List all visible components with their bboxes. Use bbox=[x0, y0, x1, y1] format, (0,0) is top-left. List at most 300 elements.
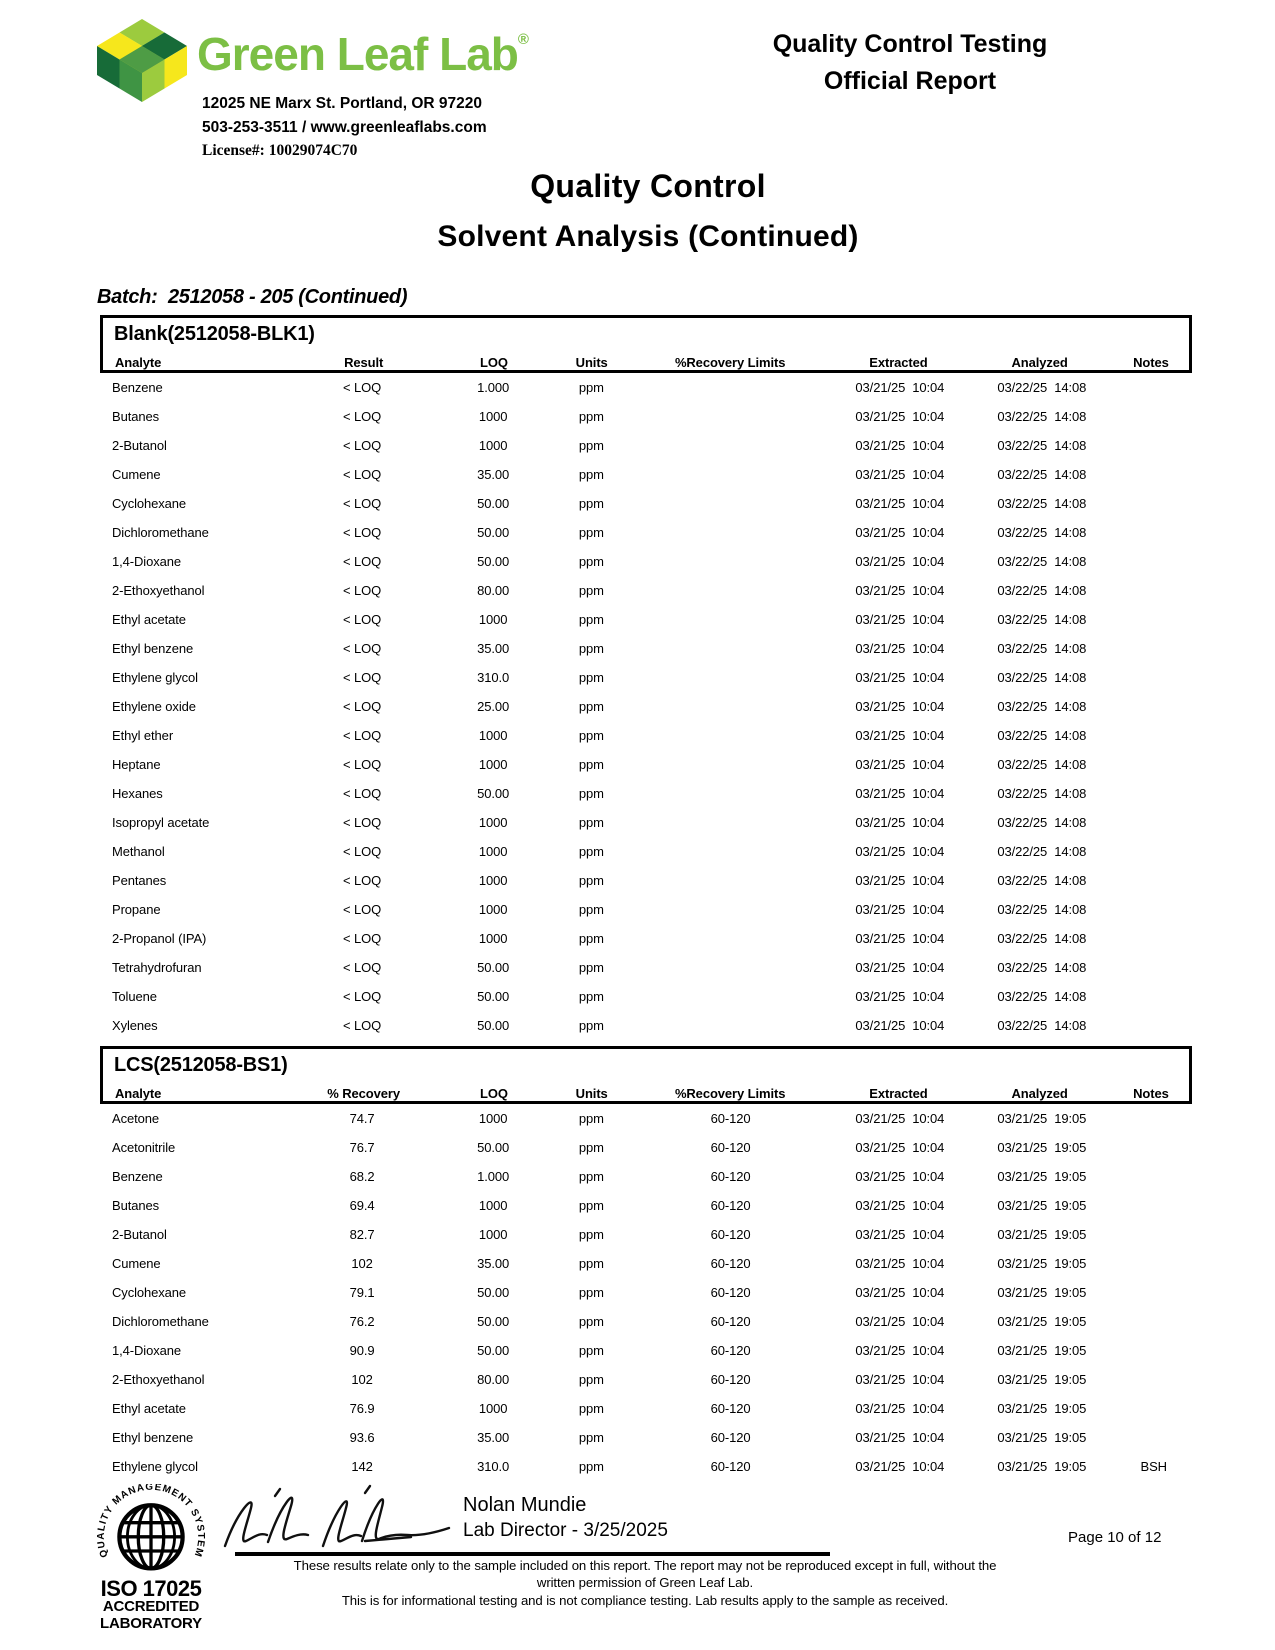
cell-recovery-limits: 60-120 bbox=[710, 1227, 751, 1242]
table-row bbox=[100, 692, 1192, 721]
table-row bbox=[100, 1104, 1192, 1133]
lcs-table-title: LCS(2512058-BS1) bbox=[114, 1054, 288, 1076]
lcs-table bbox=[100, 1046, 1192, 1481]
cell-units: ppm bbox=[578, 1343, 604, 1358]
cell-analyzed: 03/21/25 19:05 bbox=[997, 1227, 1087, 1242]
cell-units: ppm bbox=[578, 1256, 604, 1271]
cell-result: < LOQ bbox=[342, 409, 382, 424]
column-header: Units bbox=[575, 1086, 608, 1101]
cell-extracted: 03/21/25 10:04 bbox=[855, 844, 945, 859]
cell-analyzed: 03/21/25 19:05 bbox=[997, 1198, 1087, 1213]
table-row bbox=[100, 1278, 1192, 1307]
cell-units: ppm bbox=[578, 554, 604, 569]
cell-loq: 1000 bbox=[478, 1401, 508, 1416]
cell-result: < LOQ bbox=[342, 989, 382, 1004]
cell-result: < LOQ bbox=[342, 815, 382, 830]
cell-extracted: 03/21/25 10:04 bbox=[855, 931, 945, 946]
section-title: Quality Control bbox=[530, 168, 766, 204]
cell-extracted: 03/21/25 10:04 bbox=[855, 757, 945, 772]
column-header: Units bbox=[575, 355, 608, 370]
cell-units: ppm bbox=[578, 815, 604, 830]
cell-analyzed: 03/22/25 14:08 bbox=[997, 409, 1087, 424]
cell-units: ppm bbox=[578, 467, 604, 482]
table-row bbox=[100, 721, 1192, 750]
cell-extracted: 03/21/25 10:04 bbox=[855, 1169, 945, 1184]
table-row bbox=[100, 750, 1192, 779]
cell-extracted: 03/21/25 10:04 bbox=[855, 1314, 945, 1329]
cell-analyzed: 03/22/25 14:08 bbox=[997, 757, 1087, 772]
cell-loq: 1000 bbox=[478, 612, 508, 627]
cell-extracted: 03/21/25 10:04 bbox=[855, 641, 945, 656]
column-header: Extracted bbox=[869, 1086, 928, 1101]
table-row bbox=[100, 547, 1192, 576]
cell-extracted: 03/21/25 10:04 bbox=[855, 583, 945, 598]
cell-recovery-limits: 60-120 bbox=[710, 1169, 751, 1184]
column-header: Notes bbox=[1133, 355, 1169, 370]
cell-recovery-limits: 60-120 bbox=[710, 1256, 751, 1271]
cell-units: ppm bbox=[578, 1198, 604, 1213]
cell-result: < LOQ bbox=[342, 931, 382, 946]
cell-analyzed: 03/21/25 19:05 bbox=[997, 1111, 1087, 1126]
cell-recovery-limits: 60-120 bbox=[710, 1372, 751, 1387]
batch-label: Batch: 2512058 - 205 (Continued) bbox=[97, 286, 408, 308]
cell-analyzed: 03/22/25 14:08 bbox=[997, 467, 1087, 482]
cell-loq: 35.00 bbox=[477, 1430, 510, 1445]
table-row bbox=[100, 1365, 1192, 1394]
table-row bbox=[100, 402, 1192, 431]
cell-units: ppm bbox=[578, 525, 604, 540]
cell-units: ppm bbox=[578, 699, 604, 714]
disclaimer-line3: This is for informational testing and is not compliance testing. Lab results apply to the sample as received. bbox=[341, 1593, 949, 1608]
cell-analyzed: 03/22/25 14:08 bbox=[997, 641, 1087, 656]
iso-globe-icon bbox=[93, 1484, 209, 1584]
cell-analyzed: 03/22/25 14:08 bbox=[997, 612, 1087, 627]
cell-result: 93.6 bbox=[349, 1430, 375, 1445]
cell-loq: 1.000 bbox=[477, 380, 510, 395]
cell-extracted: 03/21/25 10:04 bbox=[855, 1111, 945, 1126]
blank-table-title: Blank(2512058-BLK1) bbox=[114, 323, 315, 345]
column-header: Extracted bbox=[869, 355, 928, 370]
column-header: %Recovery Limits bbox=[674, 1086, 786, 1101]
lcs-table-column-headers bbox=[103, 1078, 1189, 1103]
cell-analyzed: 03/22/25 14:08 bbox=[997, 496, 1087, 511]
cell-extracted: 03/21/25 10:04 bbox=[855, 699, 945, 714]
cell-analyzed: 03/22/25 14:08 bbox=[997, 554, 1087, 569]
cell-extracted: 03/21/25 10:04 bbox=[855, 1018, 945, 1033]
table-row bbox=[100, 982, 1192, 1011]
table-row bbox=[100, 1394, 1192, 1423]
cell-result: 76.7 bbox=[349, 1140, 375, 1155]
cell-notes: BSH bbox=[1140, 1459, 1167, 1474]
cell-loq: 1000 bbox=[478, 1198, 508, 1213]
cell-analyte: Cyclohexane bbox=[112, 496, 187, 511]
cell-extracted: 03/21/25 10:04 bbox=[855, 728, 945, 743]
cell-units: ppm bbox=[578, 438, 604, 453]
column-header: LOQ bbox=[480, 1086, 508, 1101]
cell-result: 76.2 bbox=[349, 1314, 375, 1329]
cell-loq: 1000 bbox=[478, 728, 508, 743]
cell-analyte: 2-Butanol bbox=[112, 1227, 167, 1242]
cell-analyte: Ethyl benzene bbox=[112, 641, 194, 656]
cell-units: ppm bbox=[578, 873, 604, 888]
signer-title: Lab Director - 3/25/2025 bbox=[463, 1520, 668, 1541]
table-row bbox=[100, 431, 1192, 460]
cell-analyte: 2-Butanol bbox=[112, 438, 167, 453]
cell-analyzed: 03/21/25 19:05 bbox=[997, 1140, 1087, 1155]
section-subtitle: Solvent Analysis (Continued) bbox=[437, 220, 859, 253]
cell-analyte: Benzene bbox=[112, 1169, 163, 1184]
cell-loq: 35.00 bbox=[477, 641, 510, 656]
cell-analyzed: 03/22/25 14:08 bbox=[997, 960, 1087, 975]
lab-phone-web: 503-253-3511 / www.greenleaflabs.com bbox=[202, 118, 487, 136]
cell-extracted: 03/21/25 10:04 bbox=[855, 815, 945, 830]
cell-extracted: 03/21/25 10:04 bbox=[855, 1227, 945, 1242]
table-row bbox=[100, 808, 1192, 837]
cell-recovery-limits: 60-120 bbox=[710, 1140, 751, 1155]
cell-analyte: Methanol bbox=[112, 844, 165, 859]
cell-analyte: Dichloromethane bbox=[112, 1314, 209, 1329]
iso-accredited-label: ACCREDITED bbox=[102, 1598, 200, 1615]
cell-units: ppm bbox=[578, 1169, 604, 1184]
cell-units: ppm bbox=[578, 670, 604, 685]
table-row bbox=[100, 576, 1192, 605]
table-row bbox=[100, 1220, 1192, 1249]
blank-table-column-headers bbox=[103, 347, 1189, 372]
cell-units: ppm bbox=[578, 902, 604, 917]
cell-units: ppm bbox=[578, 786, 604, 801]
column-header: Notes bbox=[1133, 1086, 1169, 1101]
blank-table bbox=[100, 315, 1192, 1040]
cell-extracted: 03/21/25 10:04 bbox=[855, 612, 945, 627]
cell-analyte: Butanes bbox=[112, 409, 160, 424]
cell-result: 102 bbox=[351, 1256, 373, 1271]
cell-units: ppm bbox=[578, 380, 604, 395]
cell-result: 69.4 bbox=[349, 1198, 375, 1213]
table-row bbox=[100, 663, 1192, 692]
cell-analyzed: 03/22/25 14:08 bbox=[997, 699, 1087, 714]
cell-units: ppm bbox=[578, 960, 604, 975]
cell-result: < LOQ bbox=[342, 699, 382, 714]
cell-analyte: Hexanes bbox=[112, 786, 163, 801]
greenleaf-cube-logo-icon bbox=[96, 18, 188, 110]
cell-loq: 1000 bbox=[478, 1227, 508, 1242]
table-row bbox=[100, 1423, 1192, 1452]
cell-analyzed: 03/22/25 14:08 bbox=[997, 873, 1087, 888]
cell-extracted: 03/21/25 10:04 bbox=[855, 438, 945, 453]
cell-loq: 1000 bbox=[478, 815, 508, 830]
table-row bbox=[100, 1162, 1192, 1191]
cell-analyte: Ethylene glycol bbox=[112, 670, 198, 685]
cell-analyte: Dichloromethane bbox=[112, 525, 209, 540]
hexagon-cubes-icon bbox=[96, 18, 188, 110]
lcs-table-header-box bbox=[100, 1046, 1192, 1104]
cell-loq: 50.00 bbox=[477, 1285, 510, 1300]
cell-loq: 1000 bbox=[478, 873, 508, 888]
table-row bbox=[100, 1011, 1192, 1040]
cell-analyte: Acetonitrile bbox=[112, 1140, 176, 1155]
cell-result: < LOQ bbox=[342, 670, 382, 685]
lab-address: 12025 NE Marx St. Portland, OR 97220 bbox=[202, 95, 482, 112]
cell-analyzed: 03/22/25 14:08 bbox=[997, 989, 1087, 1004]
table-row bbox=[100, 895, 1192, 924]
cell-analyte: 1,4-Dioxane bbox=[112, 1343, 181, 1358]
table-row bbox=[100, 866, 1192, 895]
cell-result: < LOQ bbox=[342, 786, 382, 801]
cell-analyzed: 03/21/25 19:05 bbox=[997, 1372, 1087, 1387]
cell-result: < LOQ bbox=[342, 873, 382, 888]
cell-loq: 50.00 bbox=[477, 1018, 510, 1033]
cell-analyzed: 03/21/25 19:05 bbox=[997, 1430, 1087, 1445]
cell-extracted: 03/21/25 10:04 bbox=[855, 1140, 945, 1155]
cell-result: < LOQ bbox=[342, 844, 382, 859]
cell-analyzed: 03/21/25 19:05 bbox=[997, 1256, 1087, 1271]
signature-divider-rule bbox=[235, 1552, 830, 1556]
cell-analyte: 2-Ethoxyethanol bbox=[112, 583, 205, 598]
cell-analyzed: 03/22/25 14:08 bbox=[997, 438, 1087, 453]
cell-recovery-limits: 60-120 bbox=[710, 1314, 751, 1329]
disclaimer-line2: written permission of Green Leaf Lab. bbox=[536, 1574, 754, 1590]
table-row bbox=[100, 634, 1192, 663]
table-row bbox=[100, 489, 1192, 518]
cell-loq: 1000 bbox=[478, 757, 508, 772]
cell-analyzed: 03/22/25 14:08 bbox=[997, 380, 1087, 395]
cell-extracted: 03/21/25 10:04 bbox=[855, 409, 945, 424]
cell-units: ppm bbox=[578, 612, 604, 627]
registered-trademark: ® bbox=[517, 31, 529, 48]
cell-analyzed: 03/22/25 14:08 bbox=[997, 583, 1087, 598]
cell-recovery-limits: 60-120 bbox=[710, 1343, 751, 1358]
cell-loq: 50.00 bbox=[477, 496, 510, 511]
cell-result: < LOQ bbox=[342, 641, 382, 656]
cell-extracted: 03/21/25 10:04 bbox=[855, 467, 945, 482]
cell-loq: 50.00 bbox=[477, 525, 510, 540]
cell-analyte: Ethyl acetate bbox=[112, 612, 186, 627]
report-title-line1: Quality Control Testing bbox=[772, 30, 1048, 58]
cell-loq: 35.00 bbox=[477, 467, 510, 482]
cell-recovery-limits: 60-120 bbox=[710, 1198, 751, 1213]
cell-analyzed: 03/22/25 14:08 bbox=[997, 931, 1087, 946]
column-header: Result bbox=[344, 355, 384, 370]
cell-extracted: 03/21/25 10:04 bbox=[855, 1343, 945, 1358]
cell-extracted: 03/21/25 10:04 bbox=[855, 873, 945, 888]
column-header: Analyzed bbox=[1011, 355, 1068, 370]
cell-extracted: 03/21/25 10:04 bbox=[855, 1430, 945, 1445]
cell-extracted: 03/21/25 10:04 bbox=[855, 525, 945, 540]
table-row bbox=[100, 1191, 1192, 1220]
cell-result: < LOQ bbox=[342, 612, 382, 627]
cell-analyte: Isopropyl acetate bbox=[112, 815, 210, 830]
cell-units: ppm bbox=[578, 1018, 604, 1033]
cell-loq: 35.00 bbox=[477, 1256, 510, 1271]
cell-loq: 310.0 bbox=[477, 670, 510, 685]
cell-result: < LOQ bbox=[342, 728, 382, 743]
cell-units: ppm bbox=[578, 931, 604, 946]
lcs-table-rows bbox=[100, 1104, 1192, 1481]
cell-units: ppm bbox=[578, 1401, 604, 1416]
table-row bbox=[100, 605, 1192, 634]
cell-recovery-limits: 60-120 bbox=[710, 1111, 751, 1126]
cell-analyzed: 03/21/25 19:05 bbox=[997, 1314, 1087, 1329]
page-number: Page 10 of 12 bbox=[1068, 1529, 1162, 1546]
cell-loq: 1000 bbox=[478, 844, 508, 859]
cell-result: < LOQ bbox=[342, 467, 382, 482]
cell-extracted: 03/21/25 10:04 bbox=[855, 960, 945, 975]
cell-loq: 50.00 bbox=[477, 1343, 510, 1358]
cell-analyte: 1,4-Dioxane bbox=[112, 554, 181, 569]
cell-loq: 310.0 bbox=[477, 1459, 510, 1474]
cell-analyzed: 03/21/25 19:05 bbox=[997, 1459, 1087, 1474]
cell-loq: 50.00 bbox=[477, 989, 510, 1004]
cell-units: ppm bbox=[578, 1314, 604, 1329]
cell-analyte: Cumene bbox=[112, 467, 161, 482]
cell-result: 79.1 bbox=[349, 1285, 375, 1300]
cell-analyte: Ethylene glycol bbox=[112, 1459, 198, 1474]
column-header: Analyte bbox=[115, 355, 162, 370]
cell-extracted: 03/21/25 10:04 bbox=[855, 670, 945, 685]
cell-result: < LOQ bbox=[342, 1018, 382, 1033]
cell-result: 82.7 bbox=[349, 1227, 375, 1242]
lab-license: License#: 10029074C70 bbox=[202, 142, 358, 159]
table-row bbox=[100, 1133, 1192, 1162]
cell-result: < LOQ bbox=[342, 960, 382, 975]
blank-table-rows bbox=[100, 373, 1192, 1040]
cell-result: < LOQ bbox=[342, 583, 382, 598]
cell-analyzed: 03/21/25 19:05 bbox=[997, 1343, 1087, 1358]
cell-units: ppm bbox=[578, 844, 604, 859]
cell-analyzed: 03/21/25 19:05 bbox=[997, 1169, 1087, 1184]
cell-loq: 1.000 bbox=[477, 1169, 510, 1184]
cell-extracted: 03/21/25 10:04 bbox=[855, 380, 945, 395]
cell-extracted: 03/21/25 10:04 bbox=[855, 1256, 945, 1271]
cell-recovery-limits: 60-120 bbox=[710, 1430, 751, 1445]
cell-loq: 50.00 bbox=[477, 786, 510, 801]
cell-loq: 1000 bbox=[478, 902, 508, 917]
cell-result: 68.2 bbox=[349, 1169, 375, 1184]
table-row bbox=[100, 1307, 1192, 1336]
cell-analyzed: 03/22/25 14:08 bbox=[997, 786, 1087, 801]
cell-extracted: 03/21/25 10:04 bbox=[855, 902, 945, 917]
table-row bbox=[100, 779, 1192, 808]
cell-units: ppm bbox=[578, 583, 604, 598]
cell-units: ppm bbox=[578, 641, 604, 656]
cell-analyte: Butanes bbox=[112, 1198, 160, 1213]
cell-analyte: Heptane bbox=[112, 757, 161, 772]
cell-recovery-limits: 60-120 bbox=[710, 1285, 751, 1300]
cell-extracted: 03/21/25 10:04 bbox=[855, 1459, 945, 1474]
signature-icon bbox=[215, 1484, 455, 1559]
cell-analyte: Toluene bbox=[112, 989, 157, 1004]
cell-analyzed: 03/22/25 14:08 bbox=[997, 844, 1087, 859]
cell-result: < LOQ bbox=[342, 438, 382, 453]
cell-analyte: Benzene bbox=[112, 380, 163, 395]
cell-units: ppm bbox=[578, 757, 604, 772]
cell-extracted: 03/21/25 10:04 bbox=[855, 1372, 945, 1387]
cell-loq: 1000 bbox=[478, 931, 508, 946]
cell-units: ppm bbox=[578, 728, 604, 743]
table-row bbox=[100, 924, 1192, 953]
cell-analyte: Propane bbox=[112, 902, 161, 917]
table-row bbox=[100, 460, 1192, 489]
lab-name: Green Leaf Lab bbox=[197, 28, 518, 80]
cell-analyte: Cumene bbox=[112, 1256, 161, 1271]
column-header: %Recovery Limits bbox=[674, 355, 786, 370]
cell-analyzed: 03/22/25 14:08 bbox=[997, 815, 1087, 830]
cell-analyte: Cyclohexane bbox=[112, 1285, 187, 1300]
report-title-line2: Official Report bbox=[823, 67, 997, 95]
cell-result: < LOQ bbox=[342, 757, 382, 772]
cell-result: 74.7 bbox=[349, 1111, 375, 1126]
cell-extracted: 03/21/25 10:04 bbox=[855, 786, 945, 801]
cell-extracted: 03/21/25 10:04 bbox=[855, 1285, 945, 1300]
cell-extracted: 03/21/25 10:04 bbox=[855, 1401, 945, 1416]
cell-extracted: 03/21/25 10:04 bbox=[855, 554, 945, 569]
cell-loq: 50.00 bbox=[477, 554, 510, 569]
disclaimer-line1: These results relate only to the sample included on this report. The report may not be reproduced except in full, without the bbox=[293, 1558, 997, 1573]
cell-analyte: Xylenes bbox=[112, 1018, 158, 1033]
cell-units: ppm bbox=[578, 1372, 604, 1387]
cell-units: ppm bbox=[578, 496, 604, 511]
cell-extracted: 03/21/25 10:04 bbox=[855, 1198, 945, 1213]
cell-analyzed: 03/21/25 19:05 bbox=[997, 1401, 1087, 1416]
cell-result: 142 bbox=[351, 1459, 373, 1474]
signer-name: Nolan Mundie bbox=[463, 1494, 587, 1516]
cell-analyte: 2-Propanol (IPA) bbox=[112, 931, 207, 946]
iso-laboratory-label: LABORATORY bbox=[100, 1614, 202, 1632]
table-row bbox=[100, 953, 1192, 982]
cell-analyte: Ethyl acetate bbox=[112, 1401, 186, 1416]
iso-17025-label: ISO 17025 bbox=[100, 1576, 202, 1601]
cell-loq: 50.00 bbox=[477, 960, 510, 975]
table-row bbox=[100, 518, 1192, 547]
cell-units: ppm bbox=[578, 409, 604, 424]
cell-analyzed: 03/21/25 19:05 bbox=[997, 1285, 1087, 1300]
cell-loq: 80.00 bbox=[477, 1372, 510, 1387]
cell-result: < LOQ bbox=[342, 380, 382, 395]
cell-result: < LOQ bbox=[342, 525, 382, 540]
cell-recovery-limits: 60-120 bbox=[710, 1459, 751, 1474]
cell-result: < LOQ bbox=[342, 554, 382, 569]
cell-analyzed: 03/22/25 14:08 bbox=[997, 670, 1087, 685]
cell-analyzed: 03/22/25 14:08 bbox=[997, 728, 1087, 743]
cell-loq: 25.00 bbox=[477, 699, 510, 714]
table-row bbox=[100, 1336, 1192, 1365]
column-header: Analyzed bbox=[1011, 1086, 1068, 1101]
cell-loq: 1000 bbox=[478, 409, 508, 424]
cell-result: 90.9 bbox=[349, 1343, 375, 1358]
cell-loq: 1000 bbox=[478, 438, 508, 453]
iso-arc-text: QUALITY MANAGEMENT SYSTEM bbox=[95, 1484, 207, 1559]
cell-result: < LOQ bbox=[342, 902, 382, 917]
cell-units: ppm bbox=[578, 1430, 604, 1445]
cell-units: ppm bbox=[578, 1285, 604, 1300]
cell-analyte: Tetrahydrofuran bbox=[112, 960, 202, 975]
cell-analyte: Acetone bbox=[112, 1111, 160, 1126]
table-row bbox=[100, 1452, 1192, 1481]
cell-result: 76.9 bbox=[349, 1401, 375, 1416]
cell-loq: 50.00 bbox=[477, 1314, 510, 1329]
cell-extracted: 03/21/25 10:04 bbox=[855, 989, 945, 1004]
column-header: % Recovery bbox=[327, 1086, 400, 1101]
cell-units: ppm bbox=[578, 1140, 604, 1155]
table-row bbox=[100, 837, 1192, 866]
cell-analyzed: 03/22/25 14:08 bbox=[997, 1018, 1087, 1033]
cell-loq: 1000 bbox=[478, 1111, 508, 1126]
cell-units: ppm bbox=[578, 1111, 604, 1126]
cell-analyte: Ethyl ether bbox=[112, 728, 174, 743]
cell-units: ppm bbox=[578, 1227, 604, 1242]
cell-recovery-limits: 60-120 bbox=[710, 1401, 751, 1416]
cell-analyzed: 03/22/25 14:08 bbox=[997, 525, 1087, 540]
